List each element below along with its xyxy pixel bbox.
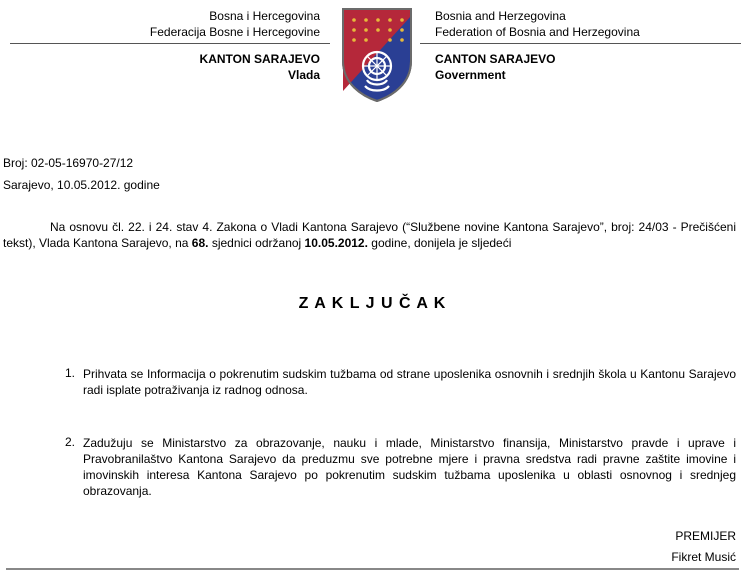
intro-session: 68.	[191, 236, 209, 250]
intro-text-2: sjednici održanoj	[208, 236, 305, 250]
list-item-number: 1.	[65, 366, 76, 380]
header-right	[435, 8, 640, 40]
list-item-text: Zadužuju se Ministarstvo za obrazovanje, nauku i mlade, Ministarstvo finansija, Ministarstvo pravde i uprave i Pravobranilaštvo Kantona Sarajevo da preduzmu sve potrebne mjere i pravna sredstva radi pravne zaštite imovine i imovinskih interesa Kantona Sarajevo po pokrenutim sudskim tužbama uposlenika u oblasti osnovnog i srednjeg obrazovanja.	[83, 436, 736, 498]
document-place-date: Sarajevo, 10.05.2012. godine	[3, 178, 160, 192]
intro-paragraph	[3, 219, 736, 251]
list-item-number: 2.	[65, 435, 76, 449]
header-country-bs: Bosna i Hercegovina	[209, 9, 320, 23]
header-canton-en: CANTON SARAJEVO	[435, 52, 556, 66]
header-federation-en: Federation of Bosnia and Herzegovina	[435, 25, 640, 39]
header-government-bs: Vlada	[287, 68, 320, 82]
footer-divider	[6, 568, 739, 570]
header-divider-left	[10, 43, 330, 44]
intro-text-1: Na osnovu čl. 22. i 24. stav 4. Zakona o Vladi Kantona Sarajevo (“Službene novine Kantona Sarajevo”, broj: 24/03 - Prečišćeni tekst), Vlada Kantona Sarajevo, na	[3, 220, 736, 250]
header-left	[150, 8, 320, 40]
header-government-en: Government	[435, 68, 506, 82]
intro-date: 10.05.2012.	[304, 236, 368, 250]
header-right-canton	[435, 51, 555, 83]
document-title: Z A K L J U Č A K	[298, 295, 447, 312]
list-item	[65, 435, 736, 499]
signature-name: Fikret Musić	[671, 550, 736, 564]
header-divider-right	[420, 43, 741, 44]
signature-role: PREMIJER	[675, 529, 736, 543]
header-left-canton	[200, 51, 320, 83]
header-country-en: Bosnia and Herzegovina	[435, 9, 566, 23]
list-item	[65, 366, 736, 398]
header-federation-bs: Federacija Bosne i Hercegovine	[149, 25, 320, 39]
header-canton-bs: KANTON SARAJEVO	[199, 52, 320, 66]
coat-of-arms-icon	[340, 6, 414, 102]
list-item-text: Prihvata se Informacija o pokrenutim sudskim tužbama od strane uposlenika osnovnih i srednjih škola u Kantonu Sarajevo radi isplate potraživanja iz radnog odnosa.	[83, 367, 736, 397]
document-number: Broj: 02-05-16970-27/12	[3, 156, 134, 170]
intro-text-3: godine, donijela je sljedeći	[367, 236, 512, 250]
